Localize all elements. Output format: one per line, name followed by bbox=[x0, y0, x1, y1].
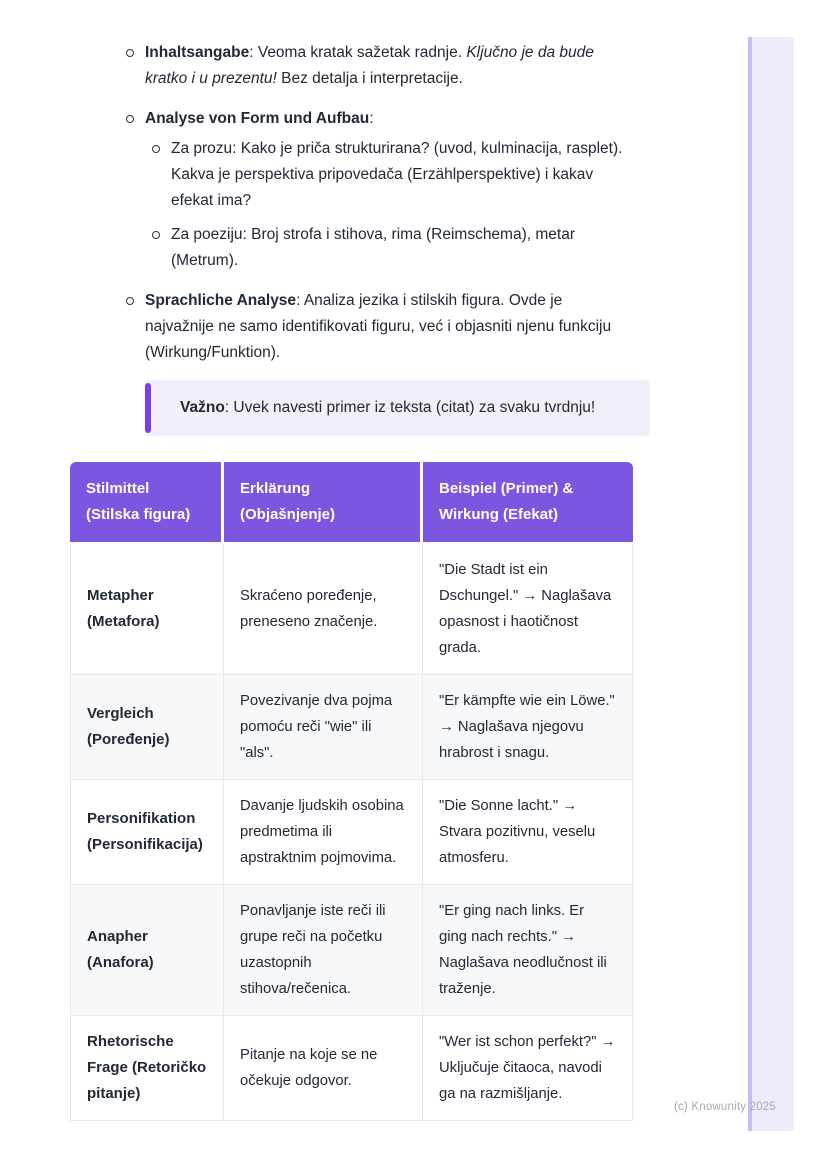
item-body: : Veoma kratak sažetak radnje. bbox=[249, 44, 467, 61]
page-edge-decoration bbox=[748, 37, 794, 1131]
item-italic: Ključno je da bude kratko i u prezentu! bbox=[145, 44, 594, 87]
item-body: : bbox=[369, 110, 374, 127]
header-line: Wirkung (Efekat) bbox=[439, 506, 559, 523]
sub-bullet-list bbox=[0, 136, 828, 274]
list-item-inhaltsangabe bbox=[126, 40, 828, 92]
example-cell: "Die Stadt ist ein Dschungel." → Naglašava opasnost i haotičnost grada. bbox=[423, 544, 633, 675]
table-row bbox=[70, 544, 633, 675]
item-lead: Inhaltsangabe bbox=[145, 44, 250, 61]
list-item-text bbox=[145, 106, 374, 132]
list-item-sprachliche-analyse bbox=[126, 288, 828, 366]
sub-item-text: Za prozu: Kako je priča strukturirana? (uvod, kulminacija, rasplet). Kakva je perspektiva pripovedača (Erzählperspektive) i kakav efekat ima? bbox=[171, 140, 623, 209]
table-row bbox=[70, 1016, 633, 1121]
term-cell: Metapher (Metafora) bbox=[70, 544, 224, 675]
explanation-cell: Davanje ljudskih osobina predmetima ili apstraktnim pojmovima. bbox=[224, 780, 423, 885]
example-cell: "Die Sonne lacht." → Stvara pozitivnu, veselu atmosferu. bbox=[423, 780, 633, 885]
sub-item-text: Za poeziju: Broj strofa i stihova, rima (Reimschema), metar (Metrum). bbox=[171, 226, 575, 269]
explanation-cell: Ponavljanje iste reči ili grupe reči na početku uzastopnih stihova/rečenica. bbox=[224, 885, 423, 1016]
stylistic-devices-table bbox=[70, 462, 633, 1121]
header-line: (Objašnjenje) bbox=[240, 506, 336, 523]
list-item-text bbox=[145, 288, 634, 366]
header-cell-stilmittel bbox=[70, 462, 224, 544]
list-item-form-aufbau bbox=[126, 106, 828, 132]
circle-bullet-icon bbox=[126, 49, 134, 57]
circle-bullet-icon bbox=[126, 115, 134, 123]
item-body: : Analiza jezika i stilskih figura. Ovde je najvažnije ne samo identifikovati figuru, već i objasniti njenu funkciju (Wirkung/Funktion). bbox=[145, 292, 612, 361]
table-header-row bbox=[70, 462, 633, 544]
important-callout bbox=[145, 380, 650, 436]
callout-accent-bar bbox=[145, 383, 151, 433]
header-line: Erklärung bbox=[240, 480, 311, 497]
header-cell-erklaerung bbox=[224, 462, 423, 544]
example-cell: "Er kämpfte wie ein Löwe." → Naglašava njegovu hrabrost i snagu. bbox=[423, 675, 633, 780]
header-line: (Stilska figura) bbox=[86, 506, 191, 523]
list-item-text bbox=[145, 40, 634, 92]
item-tail: Bez detalja i interpretacije. bbox=[276, 70, 463, 87]
item-lead: Analyse von Form und Aufbau bbox=[145, 110, 370, 127]
item-lead: Sprachliche Analyse bbox=[145, 292, 297, 309]
copyright-watermark: (c) Knowunity 2025 bbox=[673, 1101, 776, 1113]
term-cell: Vergleich (Poređenje) bbox=[70, 675, 224, 780]
explanation-cell: Pitanje na koje se ne očekuje odgovor. bbox=[224, 1016, 423, 1121]
example-cell: "Wer ist schon perfekt?" → Uključuje čitaoca, navodi ga na razmišljanje. bbox=[423, 1016, 633, 1121]
header-line: Beispiel (Primer) & bbox=[439, 480, 574, 497]
sub-list-item-proza bbox=[152, 136, 828, 214]
notes-bullet-list bbox=[0, 40, 828, 366]
table-row bbox=[70, 675, 633, 780]
table-row bbox=[70, 885, 633, 1016]
circle-bullet-icon bbox=[152, 145, 160, 153]
circle-bullet-icon bbox=[126, 297, 134, 305]
table-row bbox=[70, 780, 633, 885]
header-line: Stilmittel bbox=[86, 480, 150, 497]
example-cell: "Er ging nach links. Er ging nach rechts." → Naglašava neodlučnost ili traženje. bbox=[423, 885, 633, 1016]
header-cell-beispiel bbox=[423, 462, 633, 544]
explanation-cell: Skraćeno poređenje, preneseno značenje. bbox=[224, 544, 423, 675]
sub-list-item-poezija bbox=[152, 222, 828, 274]
callout-text: : Uvek navesti primer iz teksta (citat) za svaku tvrdnju! bbox=[224, 399, 596, 416]
term-cell: Anapher (Anafora) bbox=[70, 885, 224, 1016]
circle-bullet-icon bbox=[152, 231, 160, 239]
callout-lead: Važno bbox=[180, 399, 225, 416]
explanation-cell: Povezivanje dva pojma pomoću reči "wie" ili "als". bbox=[224, 675, 423, 780]
term-cell: Personifikation (Personifikacija) bbox=[70, 780, 224, 885]
term-cell: Rhetorische Frage (Retoričko pitanje) bbox=[70, 1016, 224, 1121]
